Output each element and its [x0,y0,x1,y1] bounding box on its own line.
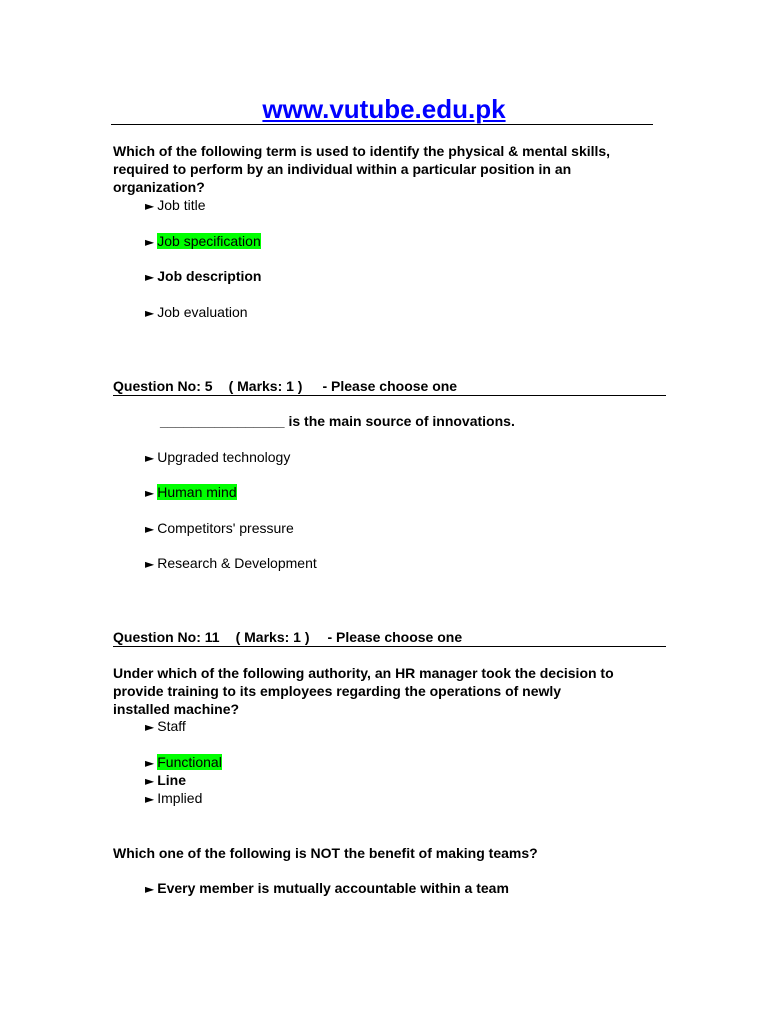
bullet-arrow-icon: ► [145,522,155,536]
option-label-highlighted: Functional [157,754,222,770]
option-mutually-accountable[interactable] [145,879,509,898]
option-label-highlighted: Human mind [157,484,237,500]
bullet-arrow-icon: ► [145,270,155,284]
option-label: Line [157,772,187,788]
option-job-title[interactable] [145,196,205,215]
question-line: installed machine? [113,701,240,717]
question-text-3 [113,664,614,718]
question-line: organization? [113,179,205,195]
question-instruction: - Please choose one [327,629,463,645]
option-label: Job description [157,268,262,284]
bullet-arrow-icon: ► [145,235,155,249]
option-label: Competitors' pressure [157,520,294,536]
site-link[interactable]: www.vutube.edu.pk [262,94,506,124]
question-number: Question No: 11 [113,629,220,645]
header-rule [111,124,653,125]
option-label: Every member is mutually accountable within a team [157,880,509,896]
option-label: Staff [157,718,186,734]
option-line[interactable] [145,771,186,790]
bullet-arrow-icon: ► [145,306,155,320]
bullet-arrow-icon: ► [145,792,155,806]
bullet-arrow-icon: ► [145,199,155,213]
option-competitors-pressure[interactable] [145,519,294,538]
option-label: Implied [157,790,203,806]
bullet-arrow-icon: ► [145,882,155,896]
bullet-arrow-icon: ► [145,557,155,571]
question-header-rule [113,395,666,396]
bullet-arrow-icon: ► [145,774,155,788]
option-human-mind[interactable] [145,483,237,502]
question-text-2: ________________ is the main source of innovations. [160,413,515,429]
bullet-arrow-icon: ► [145,720,155,734]
question-marks: ( Marks: 1 ) [235,629,310,645]
option-functional[interactable] [145,753,222,772]
question-marks: ( Marks: 1 ) [228,378,303,394]
question-text-4: Which one of the following is NOT the benefit of making teams? [113,845,538,861]
question-header-11 [113,628,462,646]
bullet-arrow-icon: ► [145,451,155,465]
bullet-arrow-icon: ► [145,486,155,500]
option-label: Upgraded technology [157,449,291,465]
question-line: Under which of the following authority, an HR manager took the decision to [113,665,614,681]
option-job-specification[interactable] [145,232,261,251]
option-job-evaluation[interactable] [145,303,248,322]
option-staff[interactable] [145,717,186,736]
question-header-rule [113,646,666,647]
question-instruction: - Please choose one [322,378,458,394]
question-line: provide training to its employees regarding the operations of newly [113,683,562,699]
bullet-arrow-icon: ► [145,756,155,770]
option-upgraded-technology[interactable] [145,448,290,467]
option-label: Job title [157,197,206,213]
option-job-description[interactable] [145,267,261,286]
question-line: Which of the following term is used to identify the physical & mental skills, [113,143,611,159]
question-header-5 [113,377,457,395]
option-label: Research & Development [157,555,317,571]
question-number: Question No: 5 [113,378,213,394]
question-text-1 [113,142,610,196]
option-implied[interactable] [145,789,202,808]
option-research-development[interactable] [145,554,317,573]
option-label-highlighted: Job specification [157,233,261,249]
question-line: required to perform by an individual within a particular position in an [113,161,572,177]
option-label: Job evaluation [157,304,248,320]
